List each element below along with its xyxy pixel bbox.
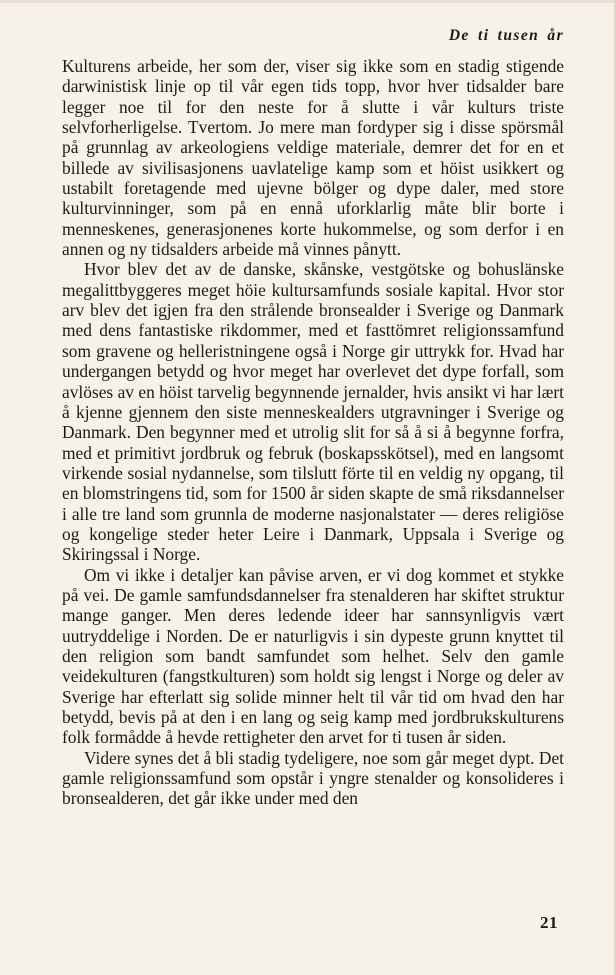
running-header: De ti tusen år <box>448 27 564 44</box>
paragraph: Hvor blev det av de danske, skånske, vestgötske og bohuslänske megalittbyggeres meget höie kultursamfunds sosiale kapital. Hvor stor arv blev det igjen fra den strålende bronsealder i Sverige og Danmark med dens fantastiske rikdommer, med et fasttömret religionssamfund som gravene og helleristningene også i Norge gir uttrykk for. Hvad har undergangen betydd og hvor meget har overlevet det dype forfall, som avlöses av en höist tarvelig begynnende jernalder, hvis ansikt vi har lært å kjenne gjennem den siste menneskealders utgravninger i Sverige og Danmark. Den begynner med et utrolig slit for så å si å begynne forfra, med et primitivt jordbruk og februk (boskapsskötsel), med en langsomt virkende sosial nydannelse, som tilslutt förte til en veldig ny opgang, til en blomstringens tid, som for 1500 år siden skapte de små riksdannelser i alle tre land som grunnla de moderne nasjonalstater — deres religiöse og kongelige steder heter Leire i Danmark, Uppsala i Sverige og Skiringssal i Norge. <box>62 259 564 565</box>
page-top-edge <box>0 0 616 3</box>
paragraph: Videre synes det å bli stadig tydeligere, noe som går meget dypt. Det gamle religionssamfund som opstår i yngre stenalder og konsolideres i bronsealderen, det går ikke under med den <box>62 747 564 809</box>
body-text <box>62 56 564 809</box>
paragraph: Kulturens arbeide, her som der, viser sig ikke som en stadig stigende darwinistisk linje op til vår egen tids topp, hvor hver tidsalder bare legger noe til for den neste for å slutte i vår kulturs triste selvforherligelse. Tvertom. Jo mere man fordyper sig i disse spörsmål på grunnlag av arkeologiens veldige materiale, demrer det for en et billede av sivilisasjonens uavlatelige kamp som et höist usikkert og ustabilt foretagende med ujevne bölger og dype daler, med store kulturvinninger, som på en ennå uforklarlig måte blir borte i menneskenes, generasjonenes korte hukommelse, og som derfor i en annen og ny tidsalders arbeide må vinnes pånytt. <box>62 56 564 260</box>
page-number: 21 <box>540 913 558 932</box>
paragraph: Om vi ikke i detaljer kan påvise arven, er vi dog kommet et stykke på vei. De gamle samfundsdannelser fra stenalderen har skiftet struktur mange ganger. Men deres ledende ideer har sannsynligvis vært uutryddelige i Norden. De er naturligvis i sin dypeste grunn knyttet til den religion som bandt samfundet som helhet. Selv den gamle veidekulturen (fangstkulturen) som holdt sig lengst i Norge og deler av Sverige har efterlatt sig solide minner helt til vår tid om hvad den har betydd, bevis på at den i en lang og seig kamp med jordbrukskulturens folk formådde å hevde rettigheter den arvet for ti tusen år siden. <box>62 564 564 748</box>
